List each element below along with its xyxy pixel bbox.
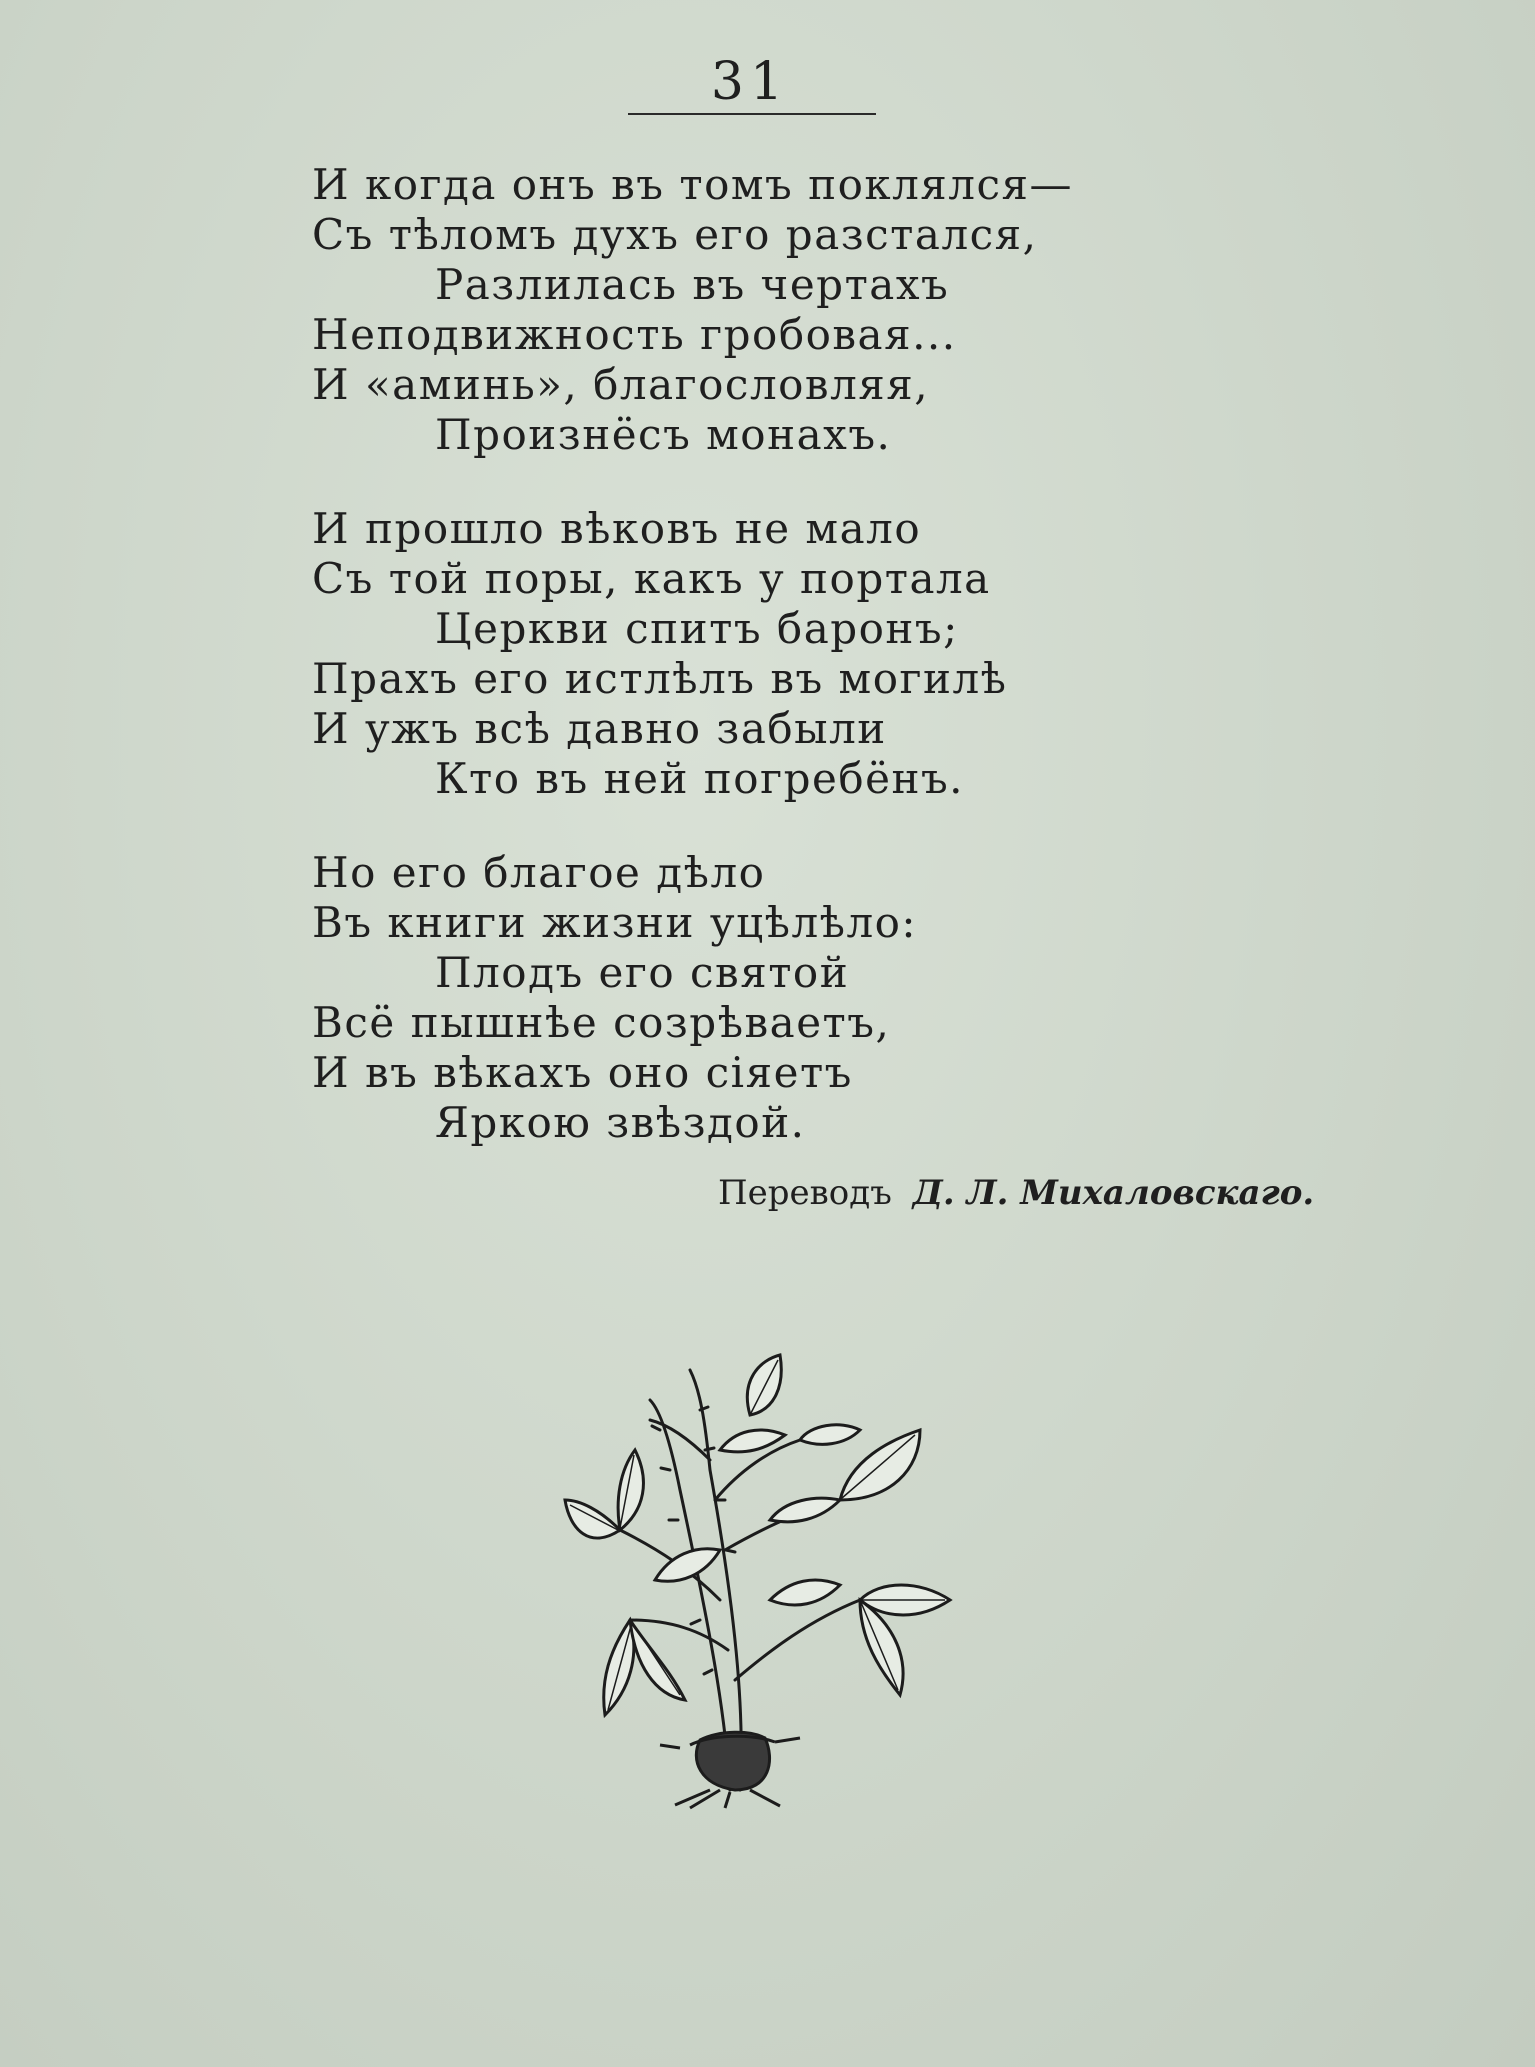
poem-line: Яркою звѣздой. (435, 1098, 806, 1147)
poem-line: И «аминь», благословляя, (312, 360, 930, 409)
poem-line: Плодъ его святой (435, 948, 850, 997)
stanza-3 (312, 848, 1212, 1148)
translation-attribution (718, 1172, 1314, 1214)
poem-line: И прошло вѣковъ не мало (312, 504, 922, 553)
stanza-1 (312, 160, 1212, 460)
poem (312, 160, 1212, 1148)
poem-line: Всё пышнѣе созрѣваетъ, (312, 998, 891, 1047)
plant-icon (560, 1350, 960, 1810)
poem-line: Кто въ ней погребёнъ. (435, 754, 965, 803)
poem-line: Разлилась въ чертахъ (435, 260, 950, 309)
attribution-label: Переводъ (718, 1173, 892, 1213)
poem-line: Прахъ его истлѣлъ въ могилѣ (312, 654, 1008, 703)
poem-line: Съ той поры, какъ у портала (312, 554, 991, 603)
poem-line: Неподвижность гробовая... (312, 310, 957, 359)
page-number: 31 (710, 52, 790, 112)
poem-line: И въ вѣкахъ оно сіяетъ (312, 1048, 853, 1097)
poem-line: Но его благое дѣло (312, 848, 766, 897)
stanza-2 (312, 504, 1212, 804)
page-number-rule (628, 113, 876, 115)
poem-line: И когда онъ въ томъ поклялся— (312, 160, 1074, 209)
poem-line: Произнёсъ монахъ. (435, 410, 892, 459)
translator-name: Д. Л. Михаловскаго. (912, 1173, 1315, 1213)
poem-line: Въ книги жизни уцѣлѣло: (312, 898, 918, 947)
poem-line: Церкви спитъ баронъ; (435, 604, 959, 653)
poem-line: Съ тѣломъ духъ его разстался, (312, 210, 1038, 259)
poem-line: И ужъ всѣ давно забыли (312, 704, 887, 753)
